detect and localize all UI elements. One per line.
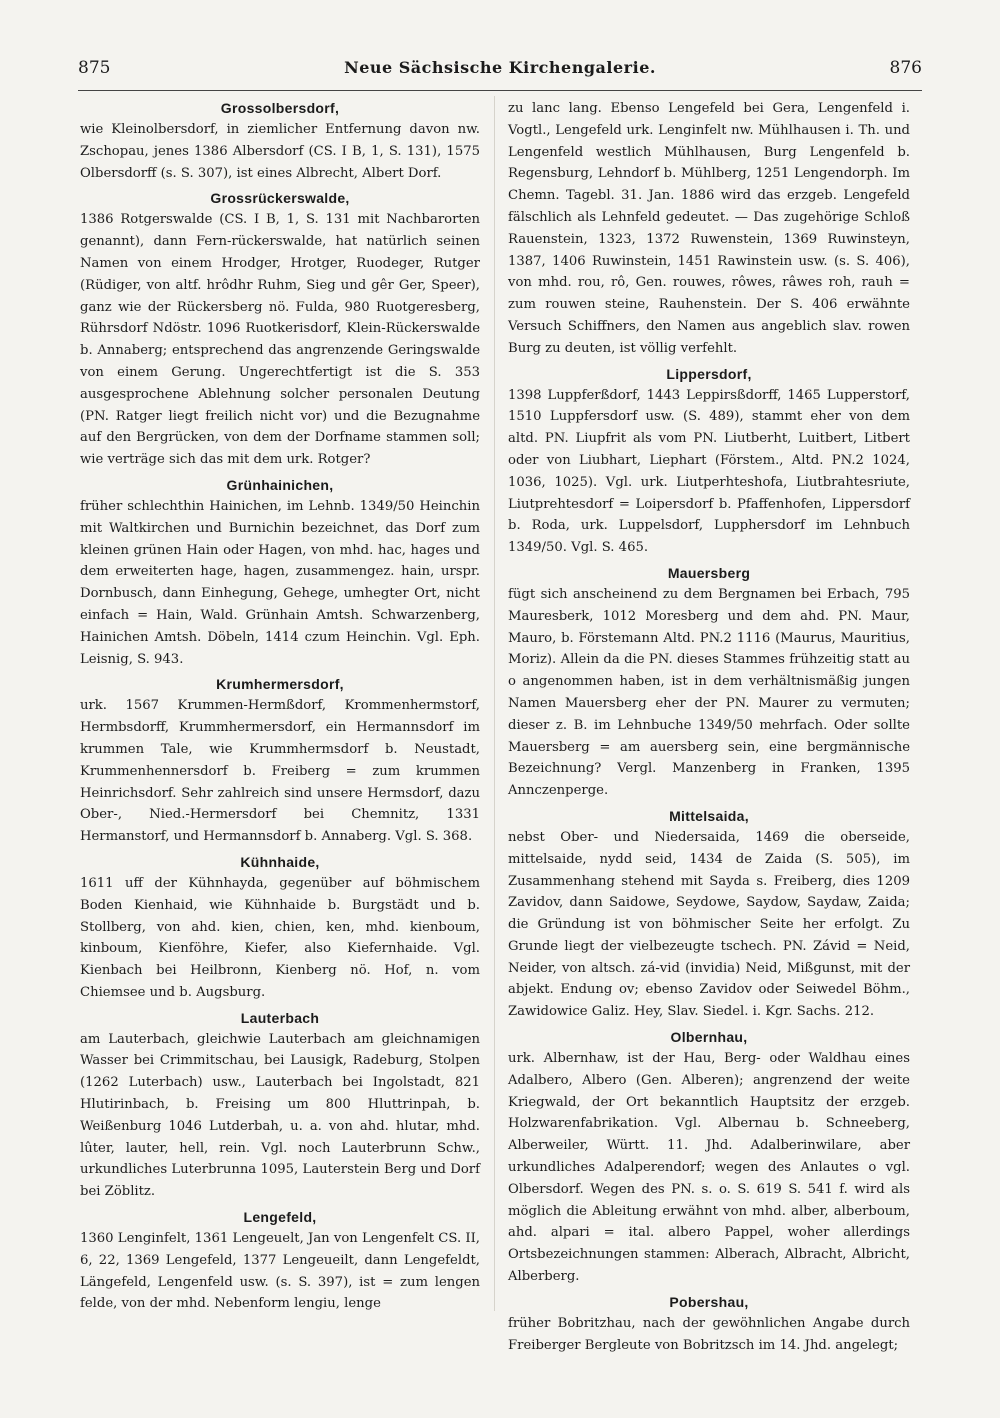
- entry-heading: Pobershau,: [669, 1293, 749, 1310]
- entry-mauersberg: [508, 563, 910, 802]
- entry-gruenhainichen: [80, 475, 480, 670]
- entry-lippersdorf: [508, 364, 910, 559]
- entry-kuehnhaide: [80, 852, 480, 1004]
- running-title: Neue Sächsische Kirchengalerie.: [344, 58, 656, 77]
- entry-krumhermersdorf: [80, 674, 480, 848]
- column-gutter: [494, 96, 495, 1311]
- entry-lauterbach: [80, 1008, 480, 1203]
- header-rule: [78, 90, 922, 91]
- entry-heading: Grossrückerswalde,: [210, 190, 350, 207]
- entry-heading: Lengefeld,: [243, 1209, 317, 1226]
- entry-heading: Kühnhaide,: [240, 853, 320, 870]
- entry-text: 1386 Rotgerswalde (CS. I B, 1, S. 131 mit Nachbarorten genannt), dann Fern-rückerswalde, hat natürlich seinen Namen von einem Hrodger, Hrotger, Ruodeger, Rutger (Rüdiger, von altf. hrôdhr Ruhm, Sieg und gêr Ger, Speer), ganz wie der Rückersberg nö. Fulda, 980 Ruotgeresberg, Rührsdorf Ndöstr. 1096 Ruotkerisdorf, Klein-Rückerswalde b. Annaberg; entsprechend das angrenzende Geringswalde von einem Gerung. Ungerechtfertigt ist die S. 353 ausgesprochene Ablehnung solcher personalen Deutung (PN. Ratger liegt freilich nicht vor) und die Bezugnahme auf den Bergrücken, von dem der Dorfname stammen soll; wie verträge sich das mit dem urk. Rotger?: [80, 212, 480, 468]
- entry-heading: Krumhermersdorf,: [216, 676, 344, 693]
- entry-heading: Grossolbersdorf,: [220, 100, 340, 116]
- entry-heading: Mauersberg: [667, 564, 751, 581]
- page-number-left: 875: [78, 58, 111, 78]
- entry-heading: Olbernhau,: [670, 1029, 748, 1046]
- entry-text: nebst Ober- und Niedersaida, 1469 die oberseide, mittelsaide, nydd seid, 1434 de Zaida (S. 505), im Zusammenhang stehend mit Sayda s. Freiberg, dies 1209 Zavidov, dann Saidowe, Seydowe, Saydow, Saydaw, Zaida; die Gründung ist von böhmischer Seite her erfolgt. Zu Grunde liegt der vielbezeugte tschech. PN. Závid = Neid, Neider, von altsch. zá-vid (invidia) Neid, Mißgunst, mit der abjekt. Endung ov; ebenso Zavidov oder Seiwedel Böhm., Zawidowice Galiz. Hey, Slav. Siedel. i. Kgr. Sachs. 212.: [508, 829, 910, 1020]
- entry-text: wie Kleinolbersdorf, in ziemlicher Entfernung davon nw. Zschopau, jenes 1386 Albersdorf (CS. I B, 1, S. 131), 1575 Olbersdorff (s. S. 307), ist eines Albrecht, Albert Dorf.: [80, 122, 480, 181]
- entry-text: urk. Albernhaw, ist der Hau, Berg- oder Waldhau eines Adalbero, Albero (Gen. Alberen); angrenzend der weite Kriegwald, der Ort bekanntlich Hauptsitz der erzgeb. Holzwarenfabrikation. Vgl. Albernau b. Schneeberg, Alberweiler, Württ. 11. Jhd. Adalberinwilare, aber urkundliches Adalperendorf; wegen des Anlautes o vgl. Olbersdorf. Wegen des PN. s. o. S. 619 S. 541 f. wird als möglich die Ableitung erwähnt von mhd. alber, alberboum, ahd. alpari = ital. albero Pappel, woher allerdings Ortsbezeichnungen stammen: Alberach, Albracht, Albricht, Alberberg.: [508, 1051, 910, 1285]
- entry-heading: Grünhainichen,: [226, 476, 334, 493]
- entry-text: urk. 1567 Krummen-Hermßdorf, Krommenhermstorf, Hermbsdorff, Krummhermersdorf, ein Hermannsdorf im krummen Tale, wie Krummhermsdorf b. Neustadt, Krummenhennersdorf b. Freiberg = zum krummen Heinrichsdorf. Sehr zahlreich sind unsere Hermsdorf, dazu Ober-, Nied.-Hermersdorf bei Chemnitz, 1331 Hermanstorf, und Hermannsdorf b. Annaberg. Vgl. S. 368.: [80, 698, 480, 845]
- entry-text: 1611 uff der Kühnhayda, gegenüber auf böhmischem Boden Kienhaid, wie Kühnhaide b. Burgstädt und b. Stollberg, von ahd. kien, chien, ken, mhd. kienboum, kinboum, Kienföhre, Kiefer, also Kiefernhaide. Vgl. Kienbach bei Heilbronn, Kienberg nö. Hof, n. vom Chiemsee und b. Augsburg.: [80, 875, 480, 1000]
- entry-text: 1398 Luppferßdorf, 1443 Leppirsßdorff, 1465 Lupperstorf, 1510 Luppfersdorf usw. (S. 489), stammt eher von dem altd. PN. Liupfrit als vom PN. Liutberht, Luitbert, Litbert oder von Liubhart, Liephart (Förstem., Altd. PN.2 1024, 1036, 1025). Vgl. urk. Liutperhteshofa, Liutbrahtesriute, Liutprehtesdorf = Loipersdorf b. Pfaffenhofen, Lippersdorf b. Roda, urk. Luppelsdorf, Lupphersdorf im Lehnbuch 1349/50. Vgl. S. 465.: [508, 387, 910, 556]
- left-column: [80, 98, 480, 1319]
- running-header: [78, 58, 922, 86]
- entry-text: am Lauterbach, gleichwie Lauterbach am gleichnamigen Wasser bei Crimmitschau, bei Lausigk, Radeburg, Stolpen (1262 Luterbach) usw., Lauterbach bei Ingolstadt, 821 Hlutirinbach, b. Freising um 800 Hluttrinpah, b. Weißenburg 1046 Lutderbah, u. a. von ahd. hlutar, mhd. lûter, lauter, hell, rein. Vgl. noch Lauterbrunn Schw., urkundliches Luterbrunna 1095, Lauterstein Berg und Dorf bei Zöblitz.: [80, 1031, 480, 1200]
- entry-text: fügt sich anscheinend zu dem Bergnamen bei Erbach, 795 Mauresberk, 1012 Moresberg und dem ahd. PN. Maur, Mauro, b. Förstemann Altd. PN.2 1116 (Maurus, Mauritius, Moriz). Allein da die PN. dieses Stammes frühzeitig statt au o angenommen haben, ist in dem verhältnismäßig jungen Namen Mauersberg eher der PN. Maurer zu vermuten; dieser z. B. im Lehnbuche 1349/50 mehrfach. Oder sollte Mauersberg = am auersberg sein, eine bergmännische Bezeichnung? Vergl. Manzenberg in Franken, 1395 Annczenperge.: [508, 586, 910, 799]
- entry-text: zu lanc lang. Ebenso Lengefeld bei Gera, Lengenfeld i. Vogtl., Lengefeld urk. Lenginfelt nw. Mühlhausen i. Th. und Lengenfeld westlich Mühlhausen, Burg Lengenfeld b. Regensburg, Lehndorf b. Mühlberg, 1251 Lengendorph. Im Chemn. Tagebl. 31. Jan. 1886 wird das erzgeb. Lengefeld fälschlich als Lehnfeld gedeutet. — Das zugehörige Schloß Rauenstein, 1323, 1372 Ruwenstein, 1369 Ruwinsteyn, 1387, 1406 Ruwinstein, 1451 Rawinstein usw. (s. S. 406), von mhd. rou, rô, Gen. rouwes, rôwes, râwes roh, rauh = zum rouwen steine, Rauhenstein. Der S. 406 erwähnte Versuch Schiffners, den Namen aus angeblich slav. rowen Burg zu deuten, ist völlig verfehlt.: [508, 101, 910, 356]
- entry-pobershau: [508, 1292, 910, 1357]
- page-number-right: 876: [889, 58, 922, 78]
- entry-heading: Lauterbach: [240, 1009, 320, 1026]
- entry-text: früher schlechthin Hainichen, im Lehnb. 1349/50 Heinchin mit Waltkirchen und Burnichin bezeichnet, das Dorf zum kleinen grünen Hain oder Hagen, von mhd. hac, hages und dem erweiterten hage, hagen, zusammengez. hain, urspr. Dornbusch, dann Einhegung, Gehege, umhegter Ort, nicht einfach = Hain, Wald. Grünhain Amtsh. Schwarzenberg, Hainichen Amtsh. Döbeln, 1414 czum Heinchin. Vgl. Eph. Leisnig, S. 943.: [80, 498, 480, 667]
- entry-text: 1360 Lenginfelt, 1361 Lengeuelt, Jan von Lengenfelt CS. II, 6, 22, 1369 Lengefeld, 1377 Lengeueilt, dann Lengefeldt, Längefeld, Lengenfeld usw. (s. S. 397), ist = zum lengen felde, von der mhd. Nebenform lengiu, lenge: [80, 1231, 480, 1312]
- entry-grossolbersdorf: [80, 98, 480, 184]
- entry-heading: Lippersdorf,: [666, 365, 752, 382]
- entry-text: früher Bobritzhau, nach der gewöhnlichen Angabe durch Freiberger Bergleute von Bobritzsch im 14. Jhd. angelegt;: [508, 1315, 910, 1353]
- entry-lengefeld: [80, 1207, 480, 1315]
- entry-olbernhau: [508, 1027, 910, 1288]
- entry-grossrueckerswalde: [80, 188, 480, 471]
- entry-lengefeld-continued: [508, 98, 910, 360]
- entry-mittelsaida: [508, 806, 910, 1023]
- right-column: [508, 98, 910, 1360]
- entry-heading: Mittelsaida,: [669, 807, 749, 824]
